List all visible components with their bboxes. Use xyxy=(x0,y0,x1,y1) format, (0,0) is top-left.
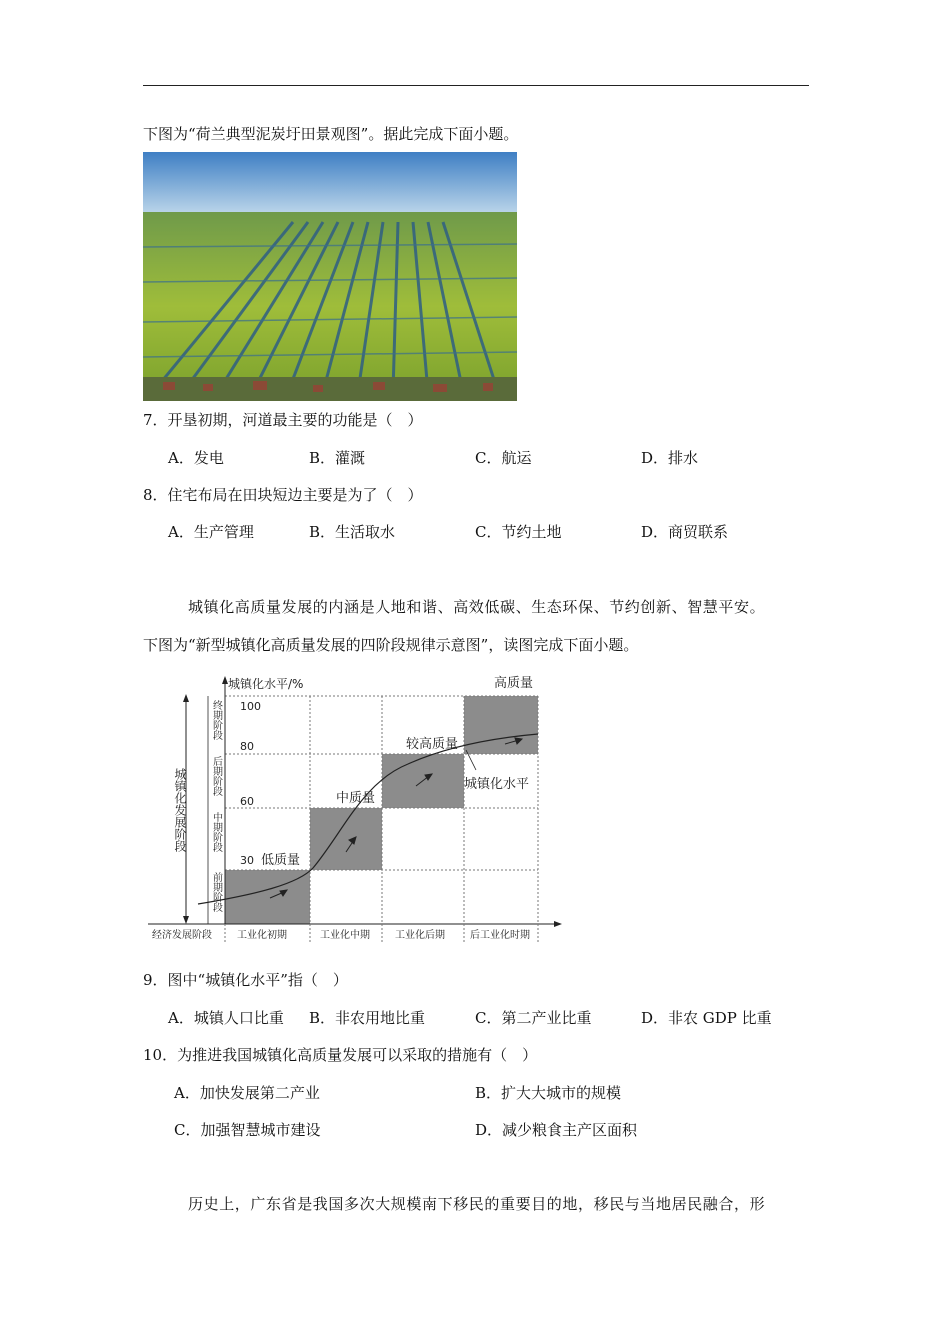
y-stage-middle: 中期阶段 xyxy=(210,812,222,852)
y-tick-30: 30 xyxy=(240,854,254,867)
q7-option-a: A．发电 xyxy=(168,449,224,467)
y-tick-80: 80 xyxy=(240,740,254,753)
question-8-stem: 8．住宅布局在田块短边主要是为了（ ） xyxy=(143,486,423,504)
quality-label-higher: 较高质量 xyxy=(406,737,459,752)
y-axis-label: 城镇化水平/% xyxy=(228,677,304,691)
q8-option-b: B．生活取水 xyxy=(309,523,396,541)
q10-option-d: D．减少粮食主产区面积 xyxy=(475,1121,638,1139)
q7-option-b: B．灌溉 xyxy=(309,449,366,467)
q9-option-c: C．第二产业比重 xyxy=(475,1009,592,1027)
y-tick-60: 60 xyxy=(240,795,254,808)
quality-label-medium: 中质量 xyxy=(336,791,376,806)
x-stage-3: 工业化后期 xyxy=(395,930,445,941)
q9-option-b: B．非农用地比重 xyxy=(309,1009,426,1027)
quality-block-medium xyxy=(310,808,382,870)
polder-landscape-photo xyxy=(143,152,517,401)
y-stage-early: 前期阶段 xyxy=(210,872,222,912)
y-stage-late: 后期阶段 xyxy=(210,756,222,796)
x-stage-2: 工业化中期 xyxy=(320,930,370,941)
q9-option-d: D．非农 GDP 比重 xyxy=(641,1009,772,1027)
q7-option-d: D．排水 xyxy=(641,449,699,467)
q8-option-d: D．商贸联系 xyxy=(641,523,729,541)
curve-label: 城镇化水平 xyxy=(464,777,530,792)
y-stage-axis-label: 城镇化发展阶段 xyxy=(173,768,187,852)
intro-text-2-line-1: 城镇化高质量发展的内涵是人地和谐、高效低碳、生态环保、节约创新、智慧平安。 xyxy=(188,598,766,616)
x-stage-1: 工业化初期 xyxy=(237,930,287,941)
q9-option-a: A．城镇人口比重 xyxy=(168,1009,284,1027)
quality-label-low: 低质量 xyxy=(261,853,301,868)
q7-option-c: C．航运 xyxy=(475,449,532,467)
q10-option-a: A．加快发展第二产业 xyxy=(174,1084,320,1102)
quality-block-high xyxy=(464,696,538,754)
question-10-stem: 10．为推进我国城镇化高质量发展可以采取的措施有（ ） xyxy=(143,1046,538,1064)
question-7-stem: 7．开垦初期，河道最主要的功能是（ ） xyxy=(143,411,423,429)
x-axis-title: 经济发展阶段 xyxy=(152,930,212,941)
q10-option-c: C．加强智慧城市建设 xyxy=(174,1121,321,1139)
intro-text-1: 下图为“荷兰典型泥炭圩田景观图”。据此完成下面小题。 xyxy=(143,125,519,143)
y-tick-100: 100 xyxy=(240,700,261,713)
y-stage-end: 终期阶段 xyxy=(210,700,222,740)
q8-option-a: A．生产管理 xyxy=(168,523,254,541)
quality-label-high: 高质量 xyxy=(494,676,534,691)
header-rule xyxy=(143,85,809,86)
intro-text-2-line-2: 下图为“新型城镇化高质量发展的四阶段规律示意图”，读图完成下面小题。 xyxy=(143,636,639,654)
question-9-stem: 9．图中“城镇化水平”指（ ） xyxy=(143,971,348,989)
urbanization-stage-diagram xyxy=(148,672,578,947)
q10-option-b: B．扩大大城市的规模 xyxy=(475,1084,622,1102)
x-stage-4: 后工业化时期 xyxy=(470,930,530,941)
q8-option-c: C．节约土地 xyxy=(475,523,562,541)
intro-text-3: 历史上，广东省是我国多次大规模南下移民的重要目的地，移民与当地居民融合，形 xyxy=(188,1195,766,1213)
